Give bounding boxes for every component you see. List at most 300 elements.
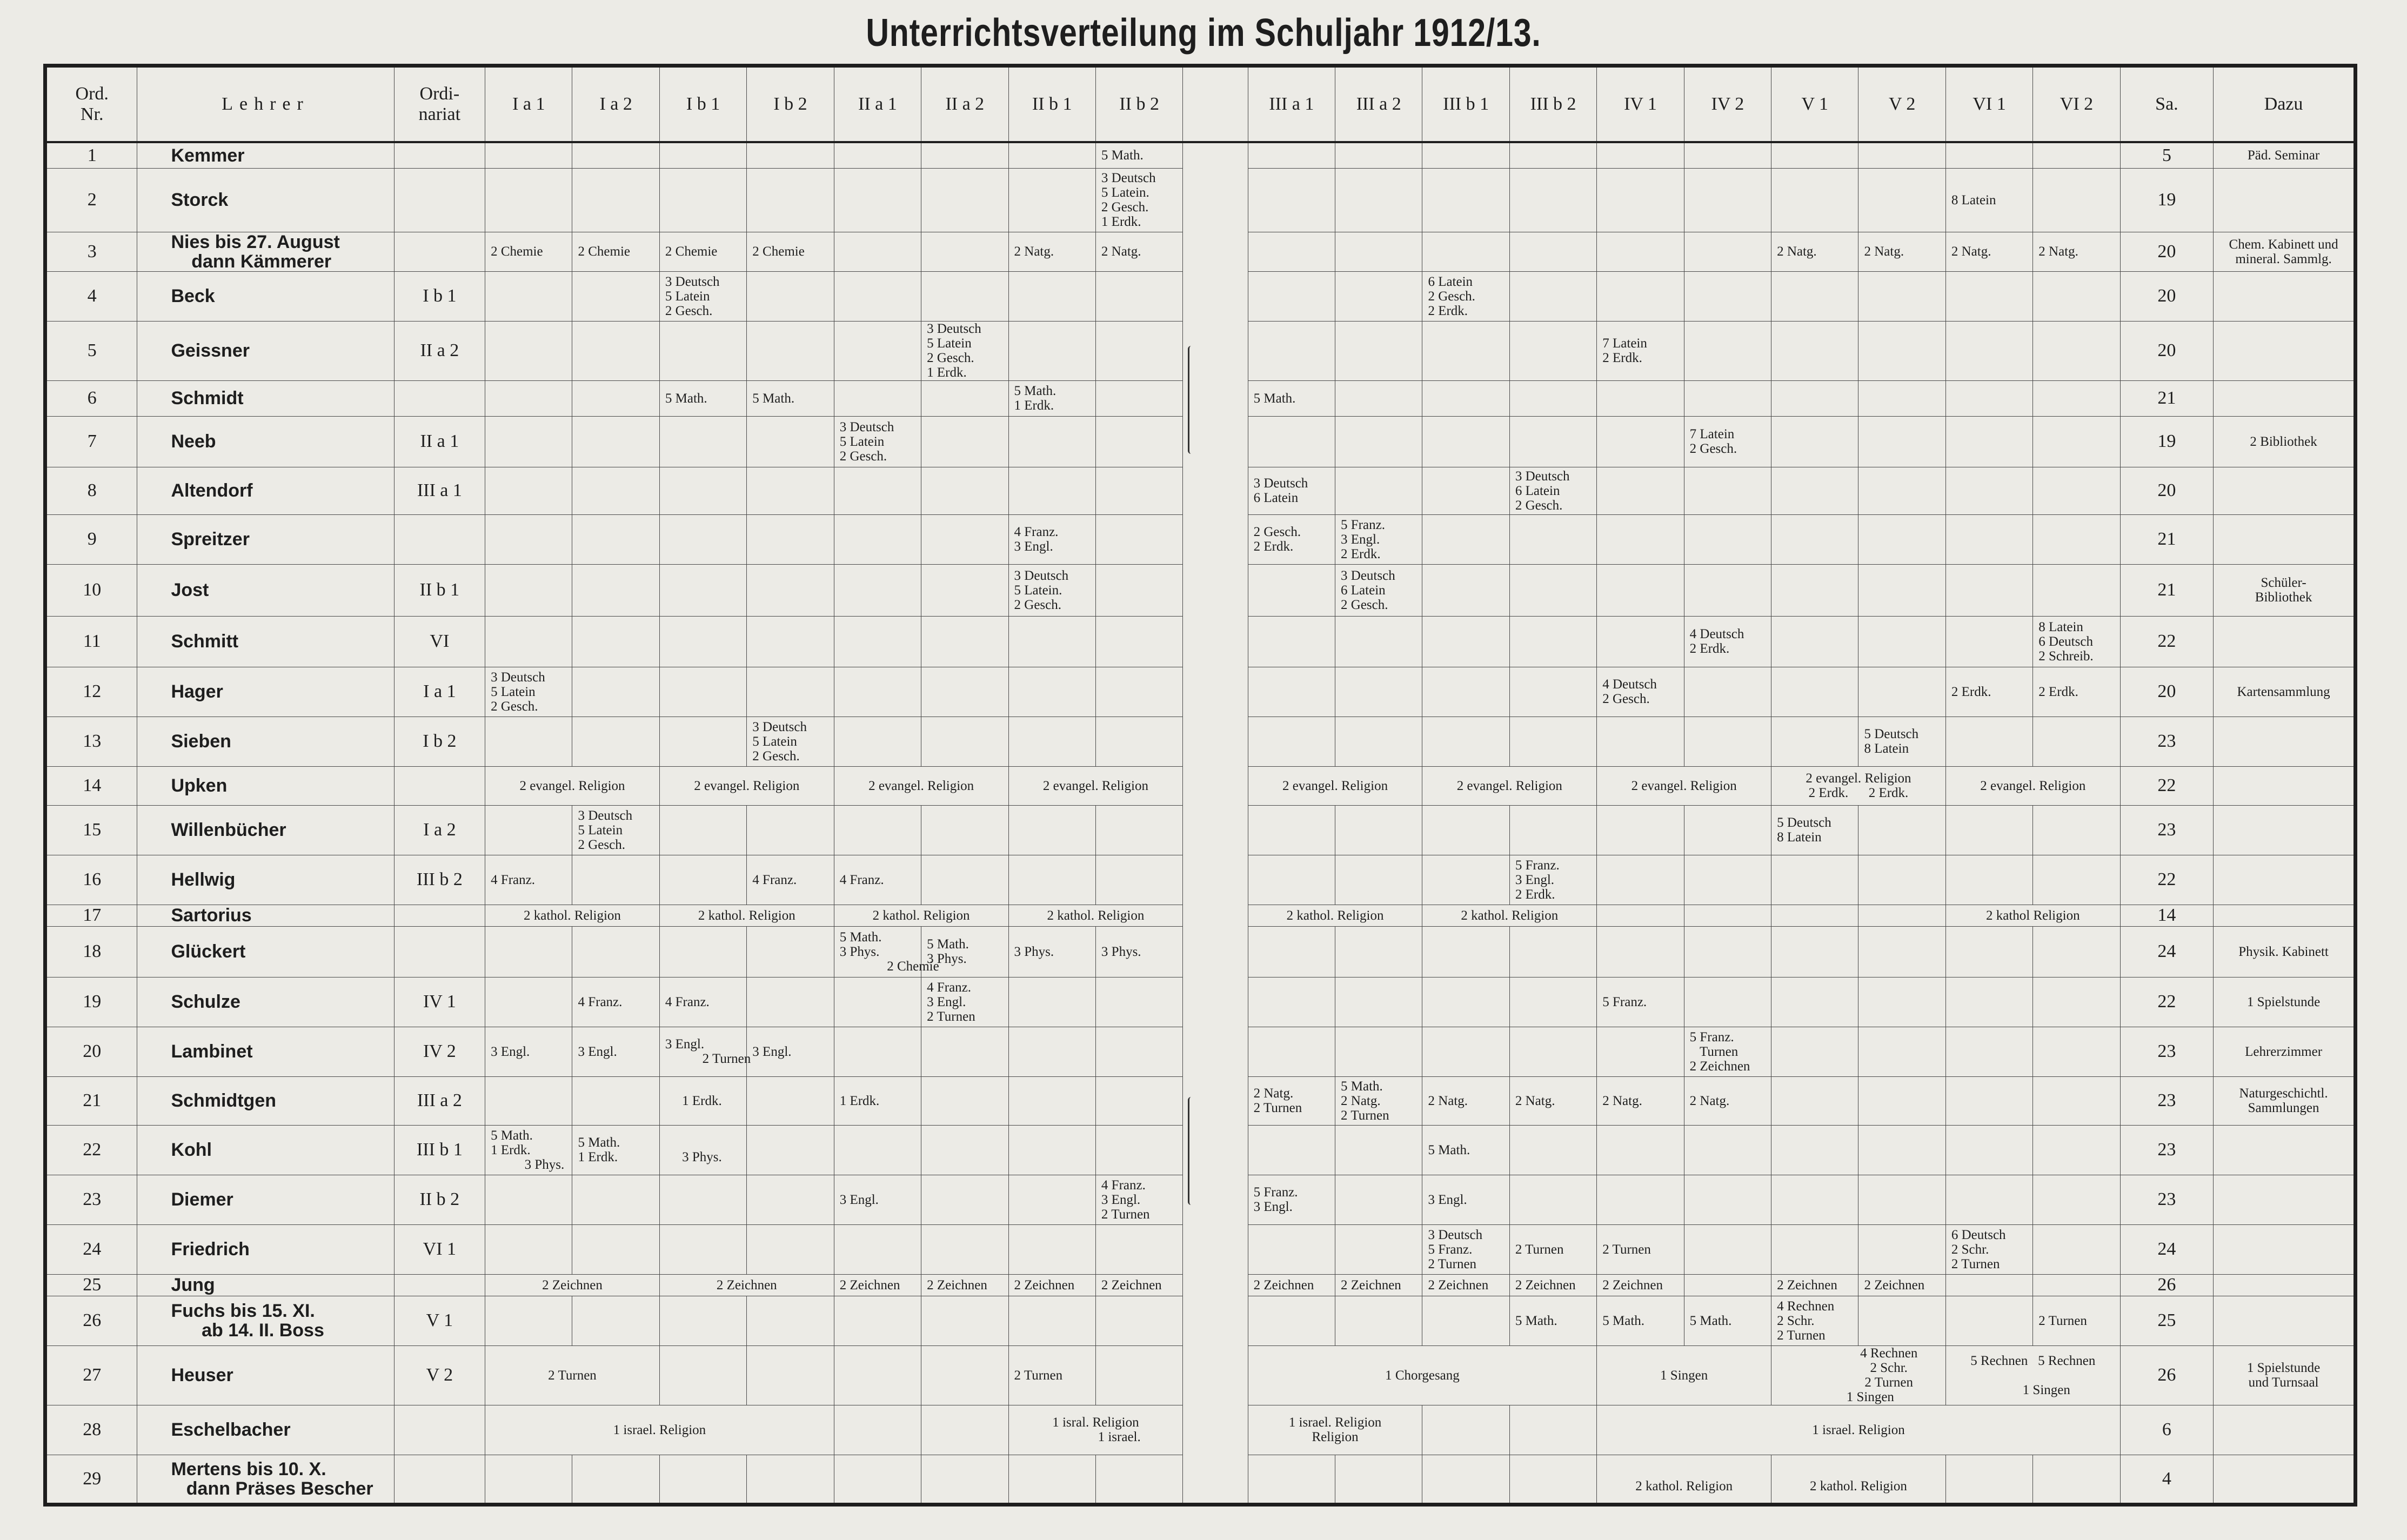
- lesson-cell: [1422, 416, 1509, 467]
- row-number: 23: [45, 1175, 137, 1224]
- lesson-cell: [1509, 1405, 1596, 1455]
- lesson-cell: [1095, 271, 1182, 321]
- lesson-cell: [1771, 926, 1858, 977]
- lesson-cell: [1095, 380, 1182, 416]
- lesson-cell: [485, 514, 572, 564]
- lesson-cell: 2 evangel. Religion: [1248, 766, 1422, 805]
- lesson-cell: [1008, 271, 1095, 321]
- lesson-cell: 5 Rechnen 5 Rechnen 1 Singen: [1945, 1345, 2120, 1405]
- sum-cell: 23: [2120, 805, 2213, 855]
- lesson-cell: 2 kathol. Religion: [1422, 905, 1597, 926]
- lesson-cell: [485, 805, 572, 855]
- lesson-cell: [747, 805, 834, 855]
- lesson-cell: [2033, 977, 2120, 1027]
- lesson-cell: 5 Deutsch 8 Latein: [1858, 717, 1945, 766]
- lesson-cell: [1422, 380, 1509, 416]
- lesson-cell: 5 Math.: [1684, 1296, 1771, 1345]
- lesson-cell: 1 Singen: [1597, 1345, 1771, 1405]
- lesson-cell: [1771, 564, 1858, 616]
- lesson-cell: [2033, 1175, 2120, 1224]
- lesson-cell: [1771, 1027, 1858, 1076]
- ordinariat-cell: I a 1: [394, 667, 485, 717]
- dazu-cell: 1 Spielstunde und Turnsaal: [2214, 1345, 2356, 1405]
- lesson-cell: 2 Zeichnen: [921, 1274, 1008, 1296]
- lesson-cell: 2 Erdk.: [2033, 667, 2120, 717]
- gutter-cell: [1183, 667, 1248, 717]
- gutter-cell: [1183, 514, 1248, 564]
- lesson-cell: 2 kathol. Religion: [834, 905, 1008, 926]
- lesson-cell: [1248, 717, 1335, 766]
- lesson-cell: [1858, 926, 1945, 977]
- header-class: I b 2: [747, 66, 834, 143]
- lesson-cell: [1684, 1175, 1771, 1224]
- lesson-cell: [834, 1027, 921, 1076]
- dazu-cell: Naturgeschichtl. Sammlungen: [2214, 1076, 2356, 1125]
- lesson-cell: [2033, 1027, 2120, 1076]
- lesson-cell: 3 Deutsch 5 Latein 2 Gesch.: [572, 805, 659, 855]
- lesson-cell: [1597, 564, 1684, 616]
- lesson-cell: [1248, 667, 1335, 717]
- lesson-cell: [485, 380, 572, 416]
- gutter-cell: [1183, 616, 1248, 667]
- lesson-cell: 2 Zeichnen: [1597, 1274, 1684, 1296]
- gutter-cell: [1183, 1345, 1248, 1405]
- ordinariat-cell: IV 1: [394, 977, 485, 1027]
- dazu-cell: Schüler- Bibliothek: [2214, 564, 2356, 616]
- lesson-cell: [921, 1345, 1008, 1405]
- header-lehrer: Lehrer: [137, 66, 394, 143]
- teacher-name: Heuser: [137, 1345, 394, 1405]
- lesson-cell: 2 Chemie: [572, 232, 659, 271]
- lesson-cell: [1684, 514, 1771, 564]
- lesson-cell: [659, 416, 746, 467]
- lesson-cell: [1945, 321, 2032, 380]
- lesson-cell: 2 Natg.: [1509, 1076, 1596, 1125]
- sum-cell: 4: [2120, 1455, 2213, 1504]
- lesson-cell: 5 Math. 3 Phys. 2 Chemie: [834, 926, 921, 977]
- lesson-cell: 4 Franz. 3 Engl. 2 Turnen: [921, 977, 1008, 1027]
- teacher-name: Jung: [137, 1274, 394, 1296]
- lesson-cell: [834, 168, 921, 232]
- dazu-cell: [2214, 514, 2356, 564]
- lesson-cell: [1771, 416, 1858, 467]
- lesson-cell: 5 Math. 1 Erdk. 3 Phys.: [485, 1125, 572, 1175]
- lesson-cell: [572, 616, 659, 667]
- lesson-cell: 2 Zeichnen: [485, 1274, 660, 1296]
- table-row: [45, 416, 2356, 467]
- lesson-cell: [1509, 142, 1596, 168]
- header-class: I a 2: [572, 66, 659, 143]
- lesson-cell: 2 Zeichnen: [1858, 1274, 1945, 1296]
- teacher-name: Jost: [137, 564, 394, 616]
- lesson-cell: 4 Franz.: [834, 855, 921, 905]
- lesson-cell: [1509, 416, 1596, 467]
- lesson-cell: 2 evangel. Religion: [1422, 766, 1597, 805]
- page-title: Unterrichtsverteilung im Schuljahr 1912/13.: [866, 11, 1541, 55]
- lesson-cell: [1858, 1076, 1945, 1125]
- lesson-cell: 5 Math. 1 Erdk.: [1008, 380, 1095, 416]
- lesson-cell: [1095, 616, 1182, 667]
- lesson-cell: [1771, 271, 1858, 321]
- teacher-name: Spreitzer: [137, 514, 394, 564]
- lesson-cell: 3 Deutsch 6 Latein 2 Gesch.: [1509, 467, 1596, 514]
- lesson-cell: [1248, 1224, 1335, 1274]
- lesson-cell: [1422, 514, 1509, 564]
- dazu-cell: Chem. Kabinett und mineral. Sammlg.: [2214, 232, 2356, 271]
- ordinariat-cell: [394, 514, 485, 564]
- dazu-cell: Lehrerzimmer: [2214, 1027, 2356, 1076]
- lesson-cell: [921, 1455, 1008, 1504]
- lesson-cell: [1858, 616, 1945, 667]
- schedule-table: [43, 64, 2357, 1506]
- ordinariat-cell: VI: [394, 616, 485, 667]
- lesson-cell: [1422, 232, 1509, 271]
- lesson-cell: [1422, 142, 1509, 168]
- header-class: IV 1: [1597, 66, 1684, 143]
- lesson-cell: 2 Zeichnen: [1509, 1274, 1596, 1296]
- lesson-cell: [1509, 564, 1596, 616]
- lesson-cell: [1422, 321, 1509, 380]
- lesson-cell: 5 Math.: [1095, 142, 1182, 168]
- lesson-cell: [485, 616, 572, 667]
- lesson-cell: [1509, 321, 1596, 380]
- lesson-cell: [921, 616, 1008, 667]
- lesson-cell: [572, 855, 659, 905]
- lesson-cell: [1597, 616, 1684, 667]
- lesson-cell: [1422, 855, 1509, 905]
- lesson-cell: [1248, 232, 1335, 271]
- lesson-cell: [1422, 667, 1509, 717]
- lesson-cell: [1945, 926, 2032, 977]
- lesson-cell: [834, 1405, 921, 1455]
- lesson-cell: [834, 564, 921, 616]
- lesson-cell: 2 Zeichnen: [659, 1274, 834, 1296]
- header-class: III b 1: [1422, 66, 1509, 143]
- lesson-cell: [834, 232, 921, 271]
- ordinariat-cell: [394, 1455, 485, 1504]
- lesson-cell: [1095, 1027, 1182, 1076]
- lesson-cell: 2 Natg.: [1422, 1076, 1509, 1125]
- lesson-cell: [1597, 855, 1684, 905]
- lesson-cell: [834, 467, 921, 514]
- teacher-name: Beck: [137, 271, 394, 321]
- lesson-cell: [2033, 855, 2120, 905]
- sum-cell: 24: [2120, 926, 2213, 977]
- lesson-cell: [1858, 855, 1945, 905]
- dazu-cell: [2214, 380, 2356, 416]
- lesson-cell: 5 Math.: [1248, 380, 1335, 416]
- lesson-cell: [1248, 1455, 1335, 1504]
- lesson-cell: [1945, 564, 2032, 616]
- header-class: III a 2: [1335, 66, 1422, 143]
- header-class: VI 2: [2033, 66, 2120, 143]
- lesson-cell: [1684, 1224, 1771, 1274]
- lesson-cell: [572, 1296, 659, 1345]
- lesson-cell: [1858, 321, 1945, 380]
- lesson-cell: [834, 805, 921, 855]
- lesson-cell: [572, 717, 659, 766]
- lesson-cell: 2 Turnen: [2033, 1296, 2120, 1345]
- ordinariat-cell: V 1: [394, 1296, 485, 1345]
- lesson-cell: [1771, 142, 1858, 168]
- lesson-cell: 2 Chemie: [485, 232, 572, 271]
- lesson-cell: 1 israel. Religion Religion: [1248, 1405, 1422, 1455]
- lesson-cell: [1248, 564, 1335, 616]
- table-row: [45, 805, 2356, 855]
- lesson-cell: [2033, 1455, 2120, 1504]
- lesson-cell: [1509, 667, 1596, 717]
- lesson-cell: [1248, 616, 1335, 667]
- table-row: [45, 1125, 2356, 1175]
- table-row: [45, 977, 2356, 1027]
- table-body: [45, 142, 2356, 1504]
- lesson-cell: [659, 1345, 746, 1405]
- dazu-cell: [2214, 1224, 2356, 1274]
- lesson-cell: [1335, 416, 1422, 467]
- dazu-cell: [2214, 766, 2356, 805]
- sum-cell: 20: [2120, 467, 2213, 514]
- header-class: II a 2: [921, 66, 1008, 143]
- sum-cell: 19: [2120, 416, 2213, 467]
- lesson-cell: [1684, 1274, 1771, 1296]
- lesson-cell: [1335, 1296, 1422, 1345]
- gutter-header: [1183, 66, 1248, 143]
- lesson-cell: [485, 1224, 572, 1274]
- lesson-cell: [747, 1076, 834, 1125]
- lesson-cell: [1945, 416, 2032, 467]
- lesson-cell: [1509, 926, 1596, 977]
- lesson-cell: [2033, 1274, 2120, 1296]
- lesson-cell: [1008, 321, 1095, 380]
- lesson-cell: 6 Latein 2 Gesch. 2 Erdk.: [1422, 271, 1509, 321]
- lesson-cell: [1095, 1224, 1182, 1274]
- lesson-cell: [2033, 168, 2120, 232]
- table-row: [45, 1224, 2356, 1274]
- teacher-name: Upken: [137, 766, 394, 805]
- lesson-cell: [921, 1027, 1008, 1076]
- lesson-cell: [1684, 905, 1771, 926]
- lesson-cell: 3 Deutsch 5 Franz. 2 Turnen: [1422, 1224, 1509, 1274]
- lesson-cell: 2 Zeichnen: [1335, 1274, 1422, 1296]
- lesson-cell: 8 Latein: [1945, 168, 2032, 232]
- lesson-cell: 5 Franz. 3 Engl.: [1248, 1175, 1335, 1224]
- table-row: [45, 564, 2356, 616]
- lesson-cell: [485, 977, 572, 1027]
- lesson-cell: [1684, 142, 1771, 168]
- lesson-cell: 1 Chorgesang: [1248, 1345, 1597, 1405]
- lesson-cell: [1945, 1027, 2032, 1076]
- lesson-cell: [1684, 467, 1771, 514]
- row-number: 14: [45, 766, 137, 805]
- lesson-cell: [1095, 467, 1182, 514]
- header-class: VI 1: [1945, 66, 2032, 143]
- lesson-cell: [1422, 564, 1509, 616]
- lesson-cell: 2 Natg.: [1095, 232, 1182, 271]
- lesson-cell: [1597, 467, 1684, 514]
- lesson-cell: 2 kathol. Religion: [1008, 905, 1183, 926]
- lesson-cell: [1335, 168, 1422, 232]
- lesson-cell: [1335, 467, 1422, 514]
- lesson-cell: [747, 467, 834, 514]
- gutter-cell: [1183, 168, 1248, 232]
- lesson-cell: [747, 168, 834, 232]
- lesson-cell: [1095, 1296, 1182, 1345]
- row-number: 17: [45, 905, 137, 926]
- lesson-cell: [1335, 667, 1422, 717]
- lesson-cell: [1684, 717, 1771, 766]
- lesson-cell: 2 Chemie: [747, 232, 834, 271]
- lesson-cell: [1771, 168, 1858, 232]
- teacher-name: Schmitt: [137, 616, 394, 667]
- lesson-cell: 2 kathol Religion: [1945, 905, 2120, 926]
- row-number: 27: [45, 1345, 137, 1405]
- lesson-cell: 2 Zeichnen: [1008, 1274, 1095, 1296]
- lesson-cell: [572, 467, 659, 514]
- table-row: [45, 142, 2356, 168]
- dazu-cell: [2214, 805, 2356, 855]
- lesson-cell: [921, 564, 1008, 616]
- lesson-cell: [659, 805, 746, 855]
- lesson-cell: 3 Deutsch 5 Latein. 2 Gesch.: [1008, 564, 1095, 616]
- lesson-cell: [1335, 926, 1422, 977]
- teacher-name: Willenbücher: [137, 805, 394, 855]
- ordinariat-cell: [394, 926, 485, 977]
- gutter-cell: [1183, 855, 1248, 905]
- table-row: [45, 380, 2356, 416]
- dazu-cell: [2214, 1405, 2356, 1455]
- lesson-cell: [1095, 1076, 1182, 1125]
- lesson-cell: [1771, 321, 1858, 380]
- lesson-cell: [921, 1175, 1008, 1224]
- lesson-cell: [1008, 977, 1095, 1027]
- lesson-cell: [747, 321, 834, 380]
- ordinariat-cell: II a 2: [394, 321, 485, 380]
- lesson-cell: [1597, 142, 1684, 168]
- ordinariat-cell: [394, 168, 485, 232]
- sum-cell: 25: [2120, 1296, 2213, 1345]
- lesson-cell: 3 Engl.: [485, 1027, 572, 1076]
- dazu-cell: [2214, 168, 2356, 232]
- sum-cell: 22: [2120, 616, 2213, 667]
- lesson-cell: 3 Engl.: [747, 1027, 834, 1076]
- lesson-cell: 2 evangel. Religion: [1008, 766, 1183, 805]
- lesson-cell: [1945, 977, 2032, 1027]
- lesson-cell: [659, 1224, 746, 1274]
- lesson-cell: 2 Zeichnen: [1095, 1274, 1182, 1296]
- header-class: II b 1: [1008, 66, 1095, 143]
- lesson-cell: [2033, 926, 2120, 977]
- lesson-cell: [1771, 616, 1858, 667]
- lesson-cell: 5 Math. 2 Natg. 2 Turnen: [1335, 1076, 1422, 1125]
- lesson-cell: [747, 1455, 834, 1504]
- lesson-cell: [1008, 1455, 1095, 1504]
- lesson-cell: [1597, 168, 1684, 232]
- lesson-cell: [1858, 416, 1945, 467]
- dazu-cell: [2214, 1455, 2356, 1504]
- lesson-cell: 3 Phys.: [659, 1125, 746, 1175]
- lesson-cell: 2 Turnen: [1597, 1224, 1684, 1274]
- lesson-cell: 2 kathol. Religion: [1248, 905, 1422, 926]
- lesson-cell: 3 Deutsch 5 Latein. 2 Gesch. 1 Erdk.: [1095, 168, 1182, 232]
- ordinariat-cell: [394, 1274, 485, 1296]
- lesson-cell: [1008, 1296, 1095, 1345]
- lesson-cell: [1684, 667, 1771, 717]
- header-dazu: Dazu: [2214, 66, 2356, 143]
- lesson-cell: 2 kathol. Religion: [659, 905, 834, 926]
- sum-cell: 21: [2120, 564, 2213, 616]
- lesson-cell: [485, 564, 572, 616]
- lesson-cell: 2 Natg.: [1684, 1076, 1771, 1125]
- row-number: 19: [45, 977, 137, 1027]
- table-row: [45, 926, 2356, 977]
- lesson-cell: [1335, 1175, 1422, 1224]
- row-number: 4: [45, 271, 137, 321]
- table-row: [45, 514, 2356, 564]
- lesson-cell: 5 Franz. Turnen 2 Zeichnen: [1684, 1027, 1771, 1076]
- lesson-cell: [834, 380, 921, 416]
- lesson-cell: [1684, 805, 1771, 855]
- teacher-name: Neeb: [137, 416, 394, 467]
- dazu-cell: 1 Spielstunde: [2214, 977, 2356, 1027]
- lesson-cell: [659, 142, 746, 168]
- header-class: II b 2: [1095, 66, 1182, 143]
- lesson-cell: [659, 717, 746, 766]
- ordinariat-cell: III b 2: [394, 855, 485, 905]
- lesson-cell: [1858, 380, 1945, 416]
- lesson-cell: [659, 1455, 746, 1504]
- ordinariat-cell: [394, 905, 485, 926]
- ordinariat-cell: [394, 766, 485, 805]
- lesson-cell: [1248, 416, 1335, 467]
- sum-cell: 22: [2120, 855, 2213, 905]
- ordinariat-cell: [394, 1405, 485, 1455]
- lesson-cell: [1771, 1076, 1858, 1125]
- lesson-cell: [1008, 717, 1095, 766]
- lesson-cell: [1335, 1027, 1422, 1076]
- ordinariat-cell: IV 2: [394, 1027, 485, 1076]
- gutter-cell: [1183, 1455, 1248, 1504]
- lesson-cell: [1858, 667, 1945, 717]
- lesson-cell: [1008, 416, 1095, 467]
- lesson-cell: [1858, 1125, 1945, 1175]
- lesson-cell: [1945, 855, 2032, 905]
- table-row: [45, 616, 2356, 667]
- teacher-name: Kohl: [137, 1125, 394, 1175]
- table-row: [45, 467, 2356, 514]
- lesson-cell: [747, 1345, 834, 1405]
- teacher-name: Sartorius: [137, 905, 394, 926]
- teacher-name: Diemer: [137, 1175, 394, 1224]
- dazu-cell: Physik. Kabinett: [2214, 926, 2356, 977]
- header-class: III b 2: [1509, 66, 1596, 143]
- lesson-cell: [659, 616, 746, 667]
- ordinariat-cell: [394, 380, 485, 416]
- row-number: 18: [45, 926, 137, 977]
- dazu-cell: [2214, 905, 2356, 926]
- header-class: III a 1: [1248, 66, 1335, 143]
- lesson-cell: [1945, 1455, 2032, 1504]
- ordinariat-cell: II b 2: [394, 1175, 485, 1224]
- lesson-cell: [2033, 564, 2120, 616]
- lesson-cell: [1008, 805, 1095, 855]
- lesson-cell: [1248, 926, 1335, 977]
- lesson-cell: [1684, 855, 1771, 905]
- teacher-name: Eschelbacher: [137, 1405, 394, 1455]
- lesson-cell: [2033, 717, 2120, 766]
- lesson-cell: [1771, 380, 1858, 416]
- lesson-cell: [572, 564, 659, 616]
- lesson-cell: [1335, 1455, 1422, 1504]
